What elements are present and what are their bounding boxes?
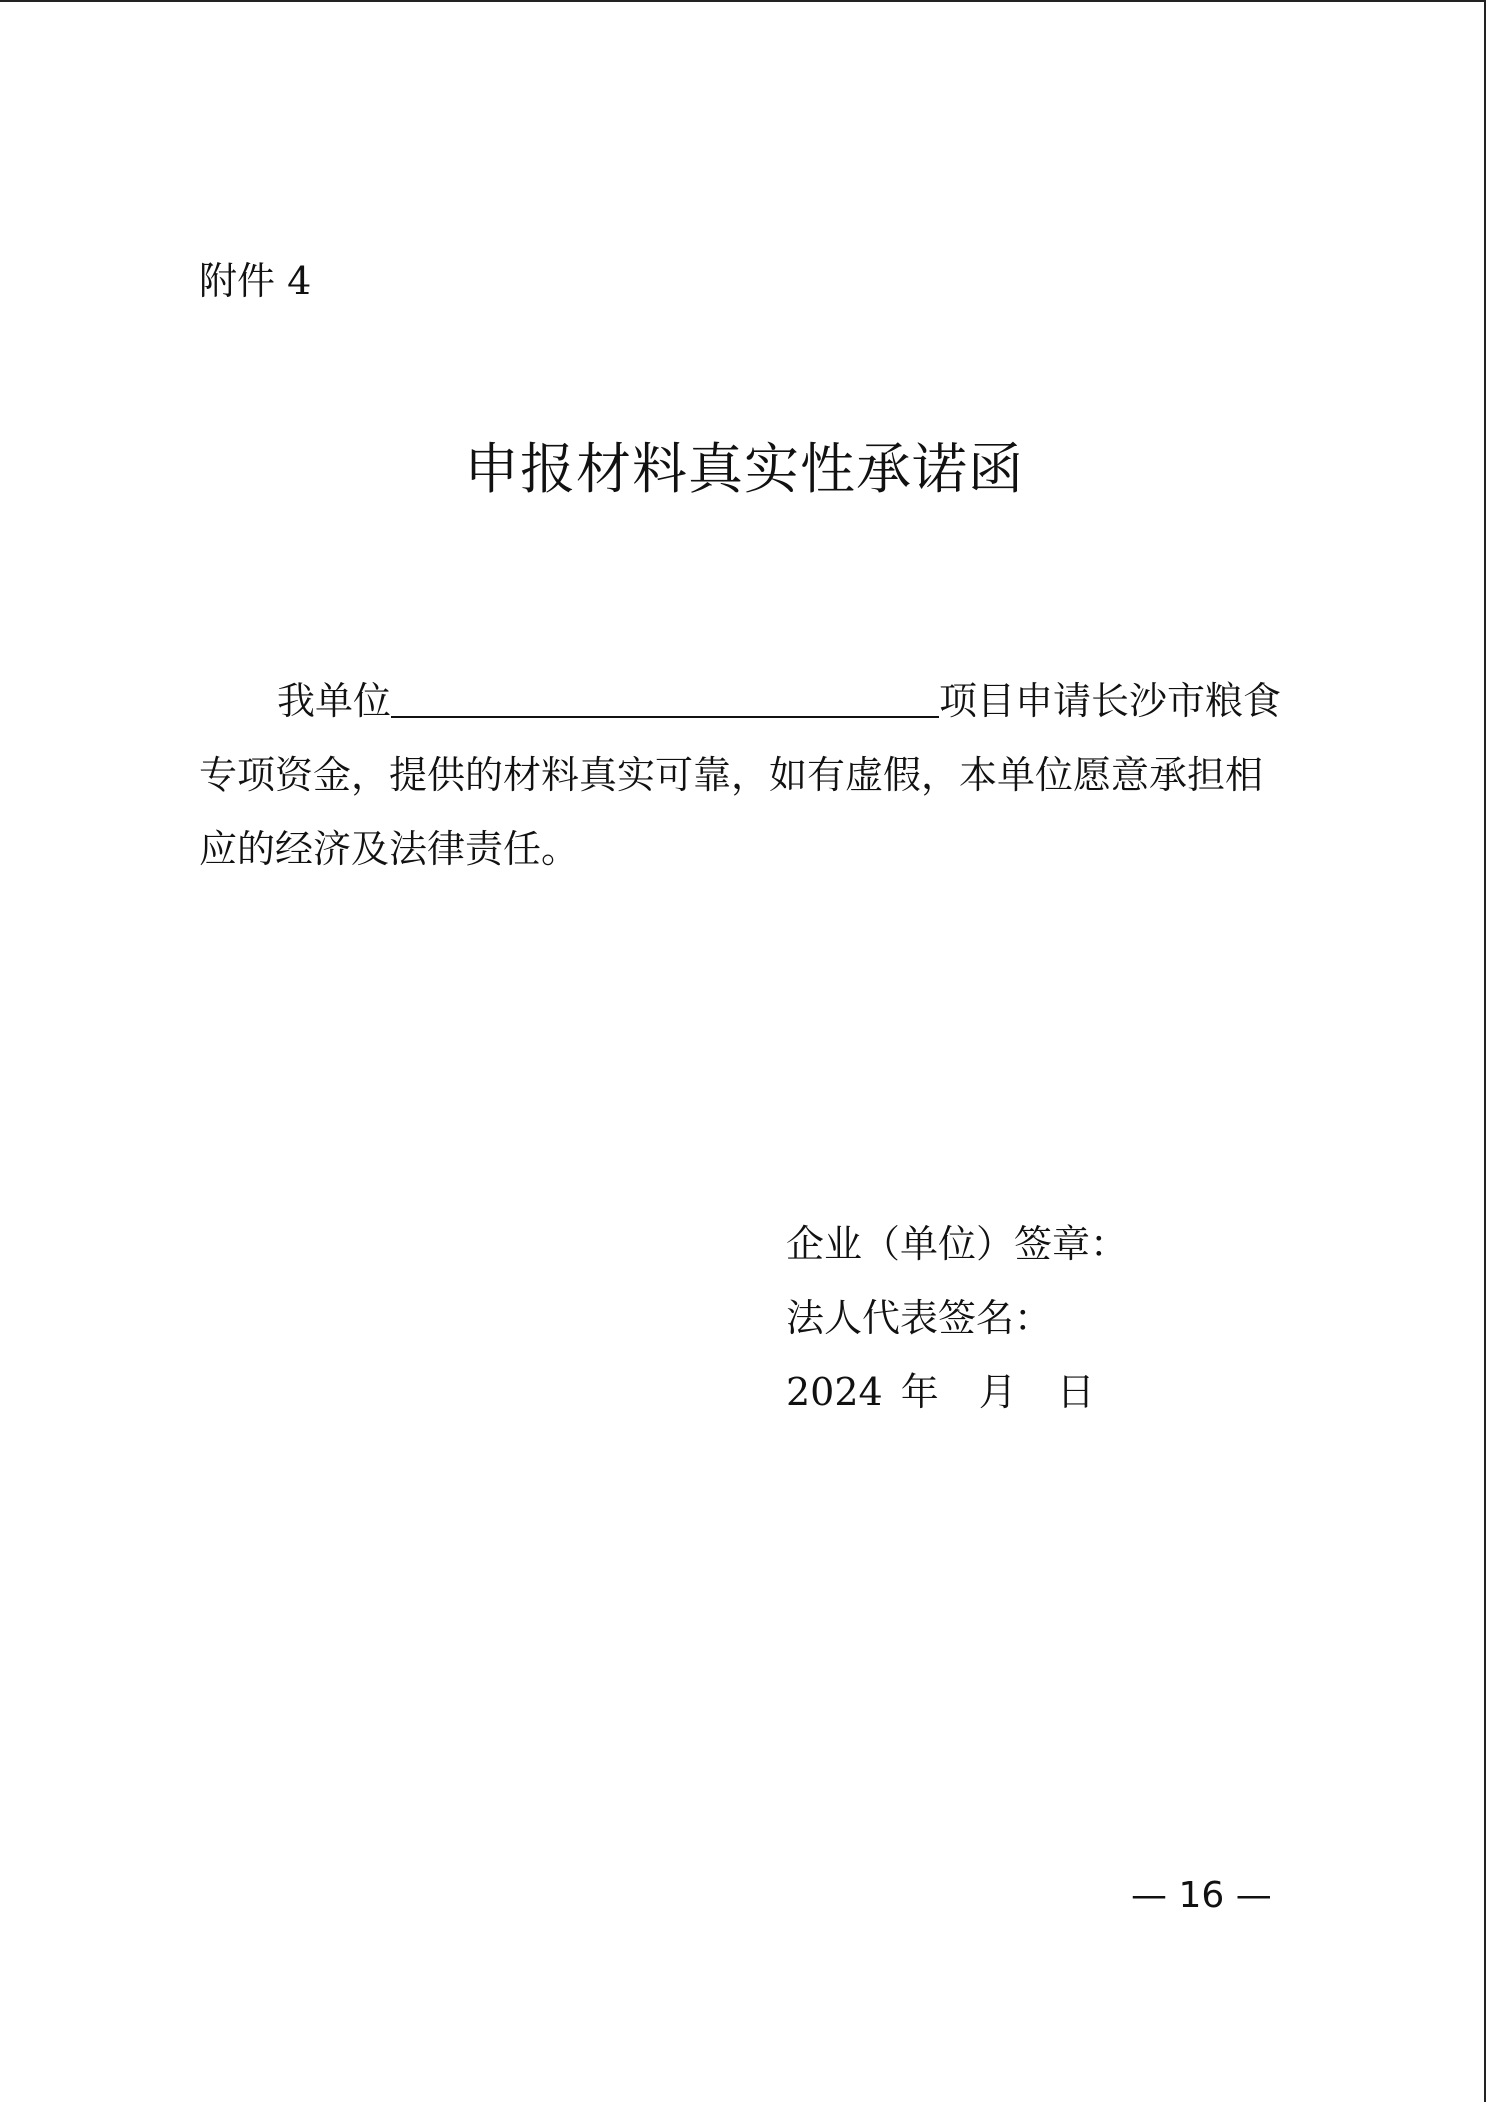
body-line-3: 应的经济及法律责任。 <box>199 827 580 871</box>
signature-block <box>786 1207 1128 1429</box>
page-number: — 16 — <box>1131 1875 1272 1916</box>
date-day-unit: 日 <box>1056 1370 1095 1414</box>
date-year-unit: 年 <box>900 1370 939 1414</box>
date-month-unit: 月 <box>978 1370 1017 1414</box>
date-year: 2024 <box>786 1370 883 1414</box>
date-line <box>786 1355 1128 1429</box>
attachment-label: 附件 4 <box>199 259 312 303</box>
seal-label: 企业（单位）签章： <box>786 1222 1129 1266</box>
unit-prefix-text: 我单位 <box>277 679 392 723</box>
project-name-blank <box>391 678 939 718</box>
commitment-body <box>199 664 1309 886</box>
project-suffix-text: 项目申请长沙市粮食 <box>939 679 1282 723</box>
legal-rep-label: 法人代表签名： <box>786 1296 1053 1340</box>
document-title: 申报材料真实性承诺函 <box>463 437 1024 501</box>
body-line-1 <box>199 664 1309 738</box>
body-line-2: 专项资金，提供的材料真实可靠，如有虚假，本单位愿意承担相 <box>199 753 1264 797</box>
